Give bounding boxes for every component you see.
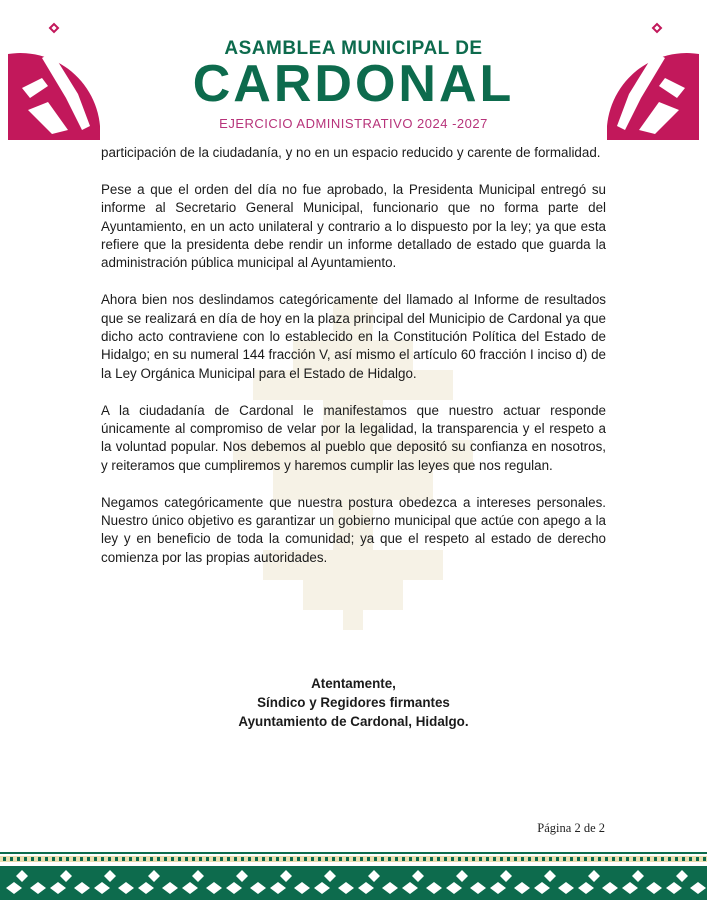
signature-institution: Ayuntamiento de Cardonal, Hidalgo. [238, 714, 469, 729]
embroidery-border [0, 852, 707, 900]
header-ejercicio: EJERCICIO ADMINISTRATIVO 2024 -2027 [219, 116, 488, 131]
letterhead [0, 0, 707, 140]
signature-block [0, 674, 707, 731]
paragraph: Ahora bien nos deslindamos categóricamente del llamado al Informe de resultados que se realizará en día de hoy en la plaza principal del Municipio de Cardonal ya que dicho acto contraviene con lo establecido en la Constitución Política del Estado de Hidalgo; en su numeral 144 fracción V, así mismo el artículo 60 fracción I inciso d) de la Ley Orgánica Municipal para el Estado de Hidalgo. [101, 292, 606, 381]
paragraph: participación de la ciudadanía, y no en un espacio reducido y carente de formalidad. [101, 145, 601, 160]
signature-closing: Atentamente, [311, 676, 396, 691]
page-number: Página 2 de 2 [537, 821, 605, 835]
paragraph: Pese a que el orden del día no fue aprobado, la Presidenta Municipal entregó su informe al Secretario General Municipal, funcionario que no forma parte del Ayuntamiento, en un acto unilateral y contrario a lo dispuesto por la ley; ya que esta refiere que la presidenta debe rendir un informe detallado de estado que guarda la administración pública municipal al Ayuntamiento. [101, 181, 606, 271]
header-title: CARDONAL [192, 55, 515, 113]
signature-signers: Síndico y Regidores firmantes [257, 695, 450, 710]
paragraph: Negamos categóricamente que nuestra postura obedezca a intereses personales. Nuestro único objetivo es garantizar un gobierno municipal que actúe con apego a la ley y en beneficio de toda la comunidad; ya que el respeto al estado de derecho comienza por las propias autoridades. [101, 494, 606, 565]
letter-body [101, 144, 606, 586]
header-subtitle: ASAMBLEA MUNICIPAL DE [224, 38, 483, 59]
paragraph: A la ciudadanía de Cardonal le manifestamos que nuestro actuar responde únicamente al compromiso de velar por la legalidad, la transparencia y el respeto a la voluntad popular. Nos debemos al pueblo que depositó su confianza en nosotros, y reiteramos que cumpliremos y haremos cumplir las leyes que nos regulan. [101, 402, 606, 473]
